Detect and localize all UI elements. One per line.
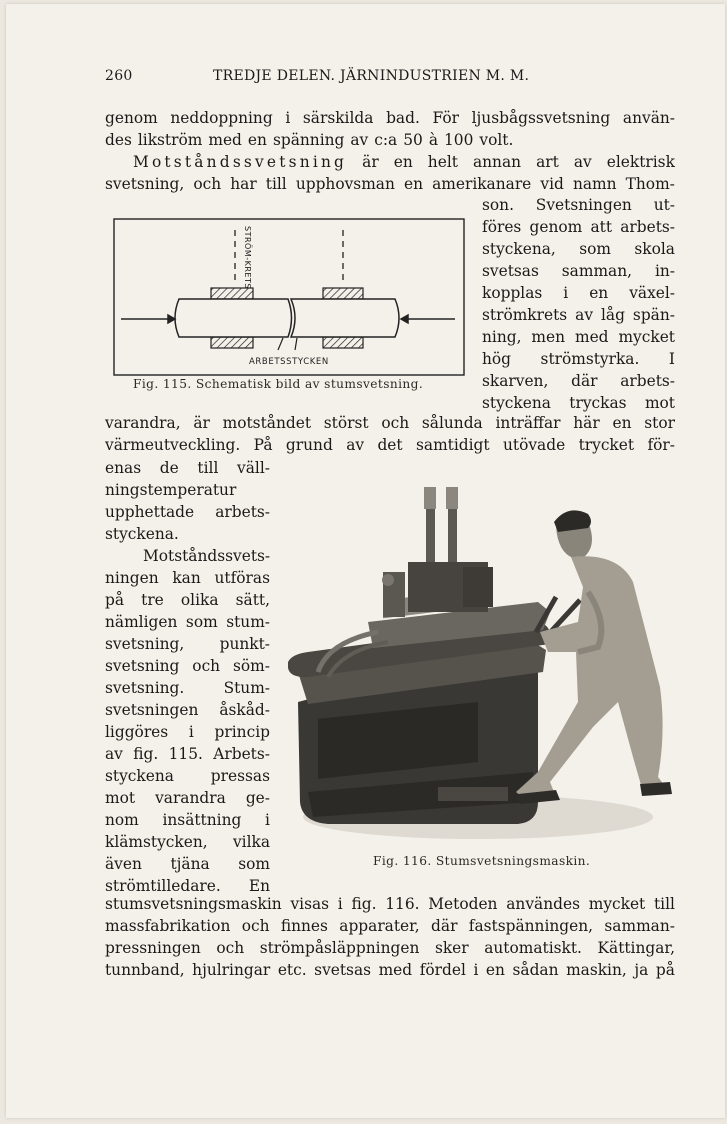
text-line: pressningen och strömpåsläppningen sker automatiskt. Kättingar, bbox=[105, 939, 675, 957]
text-line: skarven, där arbets- bbox=[482, 372, 675, 390]
text-line: strömtilledare. En bbox=[105, 877, 270, 895]
text-line: på tre olika sätt, bbox=[105, 591, 270, 609]
clamp-top-right bbox=[323, 288, 363, 299]
text-line: son. Svetsningen ut- bbox=[482, 196, 675, 214]
text-line: stumsvetsningsmaskin visas i fig. 116. Metoden användes mycket till bbox=[105, 895, 675, 913]
page-header bbox=[105, 68, 677, 88]
text-line: värmeutveckling. På grund av det samtidigt utövade trycket för- bbox=[105, 436, 675, 454]
text-line: föres genom att arbets- bbox=[482, 218, 675, 236]
text-line: ning, men med mycket bbox=[482, 328, 675, 346]
clamp-bottom-left bbox=[211, 337, 253, 348]
workpiece-left bbox=[175, 299, 292, 337]
text-line: kopplas i en växel- bbox=[482, 284, 675, 302]
label-arrows bbox=[278, 338, 297, 350]
label-stromkrets: STRÖM-KRETS bbox=[243, 226, 252, 289]
text-line: upphettade arbets- bbox=[105, 503, 270, 521]
text-line: mot varandra ge- bbox=[105, 789, 270, 807]
figure-frame bbox=[114, 219, 464, 375]
running-title: TREDJE DELEN. JÄRNINDUSTRIEN M. M. bbox=[213, 68, 530, 84]
text-line: svetsning och söm- bbox=[105, 657, 270, 675]
text-line: styckena. bbox=[105, 525, 179, 543]
text-line: varandra, är motståndet störst och sålunda inträffar här en stor bbox=[105, 414, 675, 432]
workpiece-right bbox=[291, 299, 399, 337]
clamp-bottom-right bbox=[323, 337, 363, 348]
figure-115-caption: Fig. 115. Schematisk bild av stumsvetsning. bbox=[133, 377, 424, 391]
text-line: Motståndssvets- bbox=[143, 547, 271, 565]
text-line: strömkrets av låg spän- bbox=[482, 306, 675, 324]
text-line: av fig. 115. Arbets- bbox=[105, 745, 270, 763]
text-line: klämstycken, vilka bbox=[105, 833, 270, 851]
text-line: även tjäna som bbox=[105, 855, 270, 873]
text-line: styckena pressas bbox=[105, 767, 270, 785]
label-arbetsstycken: ARBETSSTYCKEN bbox=[249, 357, 329, 367]
clamp-top-left bbox=[211, 288, 253, 299]
text-line: styckena tryckas mot bbox=[482, 394, 675, 412]
text-line: svetsas samman, in- bbox=[482, 262, 675, 280]
text-line: svetsning. Stum- bbox=[105, 679, 270, 697]
text-line: ningen kan utföras bbox=[105, 569, 270, 587]
figure-116-caption: Fig. 116. Stumsvetsningsmaskin. bbox=[373, 854, 591, 868]
text-line: svetsningen åskåd- bbox=[105, 701, 270, 719]
text-line: enas de till väll- bbox=[105, 459, 270, 477]
figure-115-schematic bbox=[113, 218, 465, 376]
text-line: hög strömstyrka. I bbox=[482, 350, 675, 368]
text-line: liggöres i princip bbox=[105, 723, 270, 741]
text-line: genom neddoppning i särskilda bad. För ljusbågssvetsning använ- bbox=[105, 109, 675, 127]
figure-116-photo bbox=[288, 472, 673, 850]
text-line: tunnband, hjulringar etc. svetsas med fördel i en sådan maskin, ja på bbox=[105, 961, 675, 979]
text-line: des likström med en spänning av c:a 50 à 100 volt. bbox=[105, 131, 514, 149]
text-line: nämligen som stum- bbox=[105, 613, 270, 631]
text-line: svetsning, och har till upphovsman en amerikanare vid namn Thom- bbox=[105, 175, 675, 193]
text-line: massfabrikation och finnes apparater, där fastspänningen, samman- bbox=[105, 917, 675, 935]
text-line: nom insättning i bbox=[105, 811, 270, 829]
page-number: 260 bbox=[105, 68, 133, 84]
text-line: Motståndssvetsning är en helt annan art av elektrisk bbox=[133, 153, 675, 171]
text-line: ningstemperatur bbox=[105, 481, 237, 499]
text-line: styckena, som skola bbox=[482, 240, 675, 258]
text-line: svetsning, punkt- bbox=[105, 635, 270, 653]
